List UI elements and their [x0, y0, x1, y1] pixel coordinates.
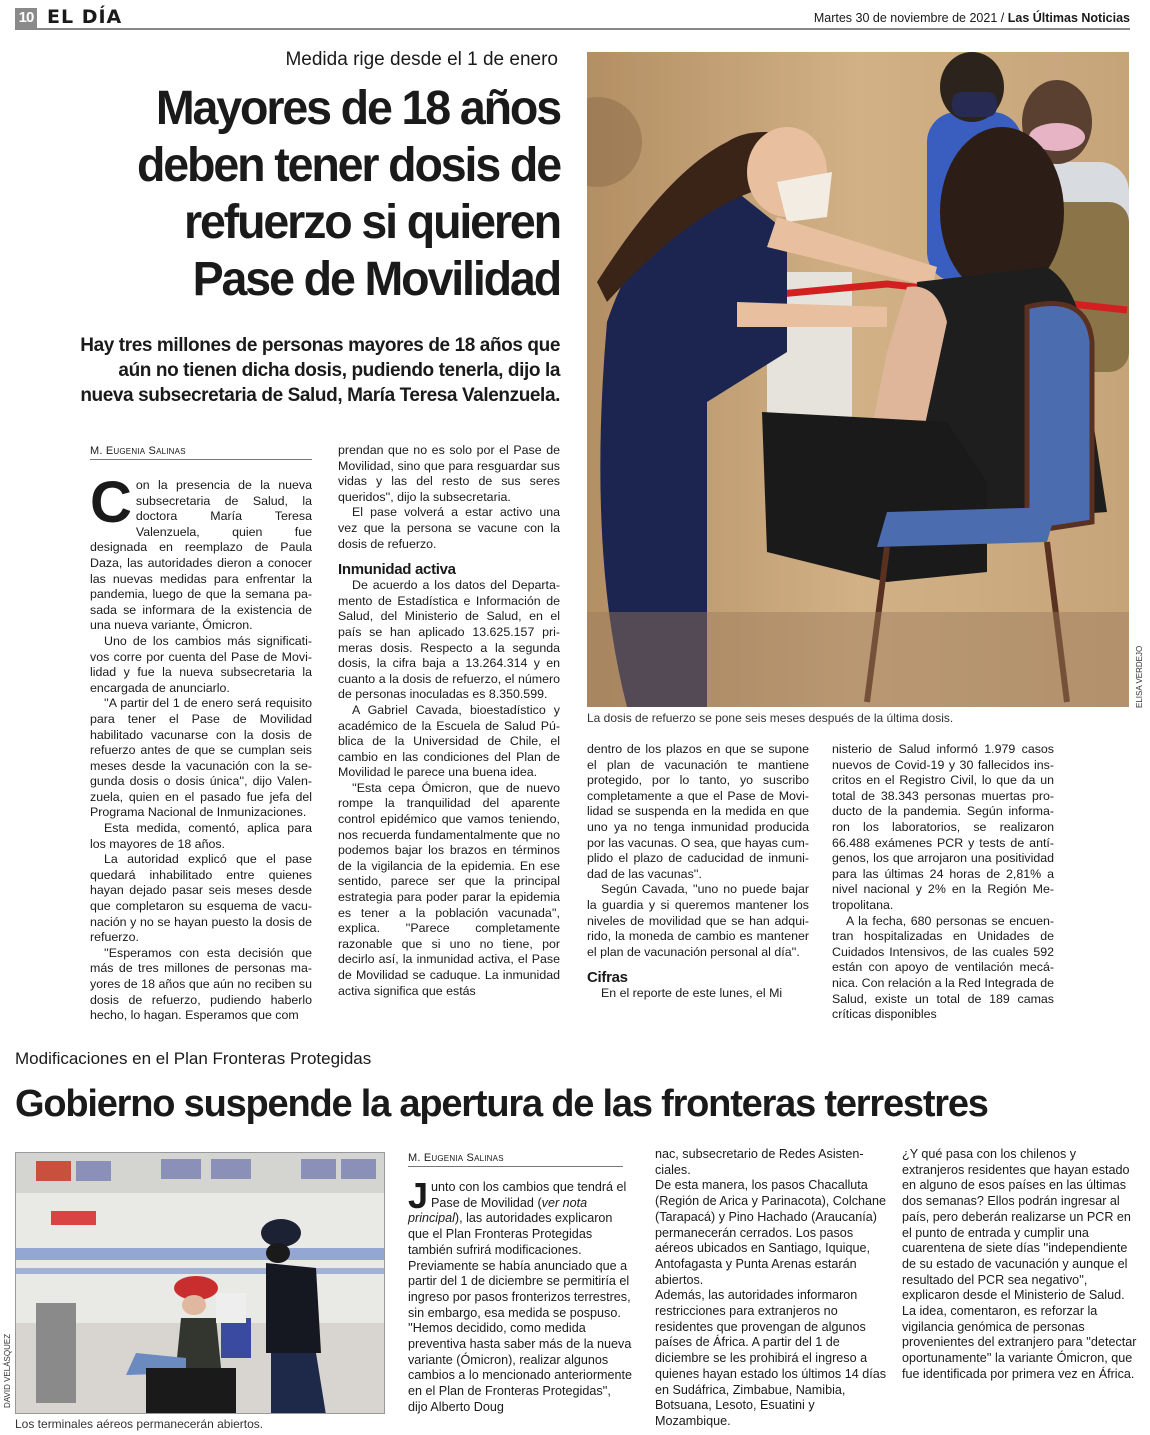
second-photo-caption: Los terminales aéreos permanecerán abiertos.	[15, 1417, 264, 1431]
paragraph: De esta manera, los pasos Chacalluta (Región de Arica y Parinacota), Colchane (Tarapacá) y Pino Hachado (Araucanía) permanecerán cerrados. Los pasos aéreos ubicados en Santiago, Iquique, Antofagasta y Punta Arenas estarán abiertos.	[655, 1178, 887, 1287]
paragraph: Previamente se había anunciado que a partir del 1 de diciembre se permitiría el ingreso por pasos fronterizos terrestres, sin embargo, esa medida se pospuso.	[408, 1258, 631, 1320]
paragraph: La autoridad explicó que el pase quedará inhabilitado entre quienes hayan dejado pasar seis meses desde que completaron su esquema de vacunación y no se hayan puesto la dosis de refuerzo.	[90, 852, 312, 945]
deck-line: Hay tres millones de personas mayores de 18 años que	[80, 335, 560, 356]
headline-line: Mayores de 18 años	[155, 82, 560, 135]
paragraph: En el reporte de este lunes, el Mi	[601, 986, 783, 1001]
second-column-1	[408, 1175, 633, 1416]
paragraph: De acuerdo a los datos del Departamento de Estadística e Información de Salud, del Ministerio de Salud, en el país se han aplicado 13.625.157 primeras dosis. Respecto a la segunda dosis, la cifra baja a 13.264.314 y en cuanto a la dosis de refuerzo, el número de personas inoculadas es 8.350.599.	[338, 578, 560, 702]
paragraph: La idea, comentaron, es reforzar la vigilancia genómica de personas provenientes del extranjero para ''detectar oportunamente'' la variante Ómicron, que fue identificada por primera vez en África.	[902, 1304, 1137, 1381]
paragraph: Según Cavada, ''uno no puede bajar la guardia y si queremos mantener los niveles de movilidad que se han adquirido, la moneda de cambio es mantener el plan de vacunación personal al día''.	[587, 882, 809, 959]
deck-line: nueva subsecretaria de Salud, María Teresa Valenzuela.	[80, 385, 560, 406]
paragraph: Además, las autoridades informaron restricciones para extranjeros no residentes que provengan de algunos países de África. A partir del 1 de diciembre se les prohibirá el ingreso a quienes hayan estado los últimos 14 días en Sudáfrica, Zimbabue, Namibia, Botsuana, Lesoto, Esuatini y Mozambique.	[655, 1288, 887, 1428]
main-photo-credit: ELISA VERDEJO	[1135, 645, 1144, 708]
paragraph: A la fecha, 680 personas se encuentran hospitalizadas en Unidades de Cuidados Intensivos, de las cuales 592 están con apoyo de ventilación mecánica. Con relación a la Red Integrada de Salud, existe un total de 189 camas críticas disponibles	[832, 913, 1054, 1022]
subhead: Cifras	[587, 969, 628, 987]
deck-line: aún no tienen dicha dosis, pudiendo tenerla, dijo la	[118, 360, 560, 381]
paragraph: ''Esta cepa Ómicron, que de nuevo rompe la tranquilidad del aparente control epidémico que vamos teniendo, nos recuerda fundamentalmente que no podemos bajar los brazos en términos de la vigilancia de la epidemia. En ese sentido, parece ser que la principal estrategia para poder parar la epidemia es tener a la población vacunada'', explica. ''Parece completamente razonable que si uno no tiene, por decirlo así, la inmunidad activa, el Pase de Movilidad se caduque. La inmunidad activa significa que estás	[338, 780, 560, 998]
paragraph: prendan que no es solo por el Pase de Movilidad, sino que para resguardar sus vidas y las del resto de sus seres queridos'', dijo la subsecretaria.	[338, 443, 560, 504]
paragraph: ''Esperamos con esta decisión que más de tres millones de personas mayores de 18 años que aún no reciben su dosis de refuerzo, pudiendo haberlo hecho, lo hagan. Esperamos que com	[90, 945, 312, 1023]
headline-line: Pase de Movilidad	[192, 253, 560, 306]
main-deck	[14, 333, 560, 408]
drop-cap: C	[90, 470, 132, 535]
main-column-2	[338, 443, 560, 999]
italic-reference: ver nota principal	[408, 1195, 588, 1226]
vaccination-photo	[587, 52, 1129, 707]
paragraph: ¿Y qué pasa con los chilenos y extranjeros residentes que hayan estado en alguno de esos países en las últimas dos semanas? Ellos podrán ingresar al país, pero deberán realizarse un PCR en el punto de entrada y cumplir una cuarentena de siete días ''independiente de su estado de vacunación y aunque el resultado del PCR sea negativo'', explicaron desde el Ministerio de Salud.	[902, 1147, 1131, 1303]
drop-cap: J	[408, 1175, 429, 1216]
paragraph: Esta medida, comentó, aplica para los mayores de 18 años.	[90, 821, 312, 851]
airport-photo	[15, 1152, 385, 1414]
main-photo-caption: La dosis de refuerzo se pone seis meses después de la última dosis.	[587, 711, 954, 725]
paragraph: El pase volverá a estar activo una vez que la persona se vacune con la dosis de refuerzo.	[338, 505, 560, 551]
page-number: 10	[15, 8, 37, 28]
second-column-3	[902, 1147, 1140, 1383]
newspaper-name: Las Últimas Noticias	[1007, 11, 1130, 25]
paragraph: dentro de los plazos en que se supone el plan de vacunación te mantiene protegido, por lo tanto, yo suscribo completamente a que el Pase de Movilidad se suspenda en la medida en que uno ya no tenga inmunidad producida por las vacunas. O sea, que hayas cumplido el plazo de caducidad de inmunidad de las vacunas''.	[587, 742, 809, 881]
second-photo-credit: DAVID VELÁSQUEZ	[3, 1333, 12, 1408]
headline-line: refuerzo si quieren	[183, 196, 561, 249]
main-headline	[46, 80, 560, 308]
paragraph-text: on la presencia de la nueva subsecretaria de Salud, la doctora María Teresa Valenzuela, quien fue designada en reemplazo de Paula Daza, las autoridades dieron a conocer las nuevas medidas para enfrentar la pandemia, luego de que la semana pasada se informara de la existencia de una nueva variante, Ómicron.	[90, 478, 312, 633]
dateline-separator: /	[1000, 11, 1005, 25]
paragraph	[90, 470, 312, 634]
vaccination-photo-illustration	[587, 52, 1129, 707]
main-byline: M. Eugenia Salinas	[90, 445, 312, 460]
paragraph-text: unto con los cambios que tendrá el Pase de Movilidad (	[431, 1180, 627, 1210]
second-column-2	[655, 1147, 887, 1430]
section-title: EL DÍA	[47, 6, 123, 28]
paragraph: nisterio de Salud informó 1.979 casos nuevos de Covid-19 y 30 fallecidos inscritos en el Registro Civil, lo que da un total de 38.343 personas muertas producto de la pandemia. Según informaron los laboratorios, se realizaron 66.488 exámenes PCR y tests de antígenos, los que arrojaron una positividad para las últimas 24 horas de 2,81% a nivel nacional y 2% en la Región Metropolitana.	[832, 742, 1054, 912]
second-byline: M. Eugenia Salinas	[408, 1152, 623, 1167]
dateline	[814, 11, 1130, 25]
second-kicker: Modificaciones en el Plan Fronteras Protegidas	[15, 1049, 372, 1068]
main-column-3	[587, 742, 809, 1002]
page-header	[15, 6, 1130, 30]
main-column-4	[832, 742, 1054, 1023]
subhead: Inmunidad activa	[338, 561, 456, 579]
paragraph: A Gabriel Cavada, bioestadístico y académico de la Escuela de Salud Pública de la Universidad de Chile, el cambio en las condiciones del Plan de Movilidad le parece una buena idea.	[338, 702, 560, 780]
main-column-1	[90, 470, 312, 1024]
paragraph-text: ), las autoridades explicaron que el Plan Fronteras Protegidas también sufrirá modificaciones.	[408, 1211, 613, 1257]
main-kicker: Medida rige desde el 1 de enero	[285, 49, 558, 70]
second-headline: Gobierno suspende la apertura de las fronteras terrestres	[15, 1083, 988, 1125]
headline-line: deben tener dosis de	[136, 139, 560, 192]
issue-date: Martes 30 de noviembre de 2021	[813, 11, 998, 25]
paragraph: ''A partir del 1 de enero será requisito para tener el Pase de Movilidad habilitado vacunarse con la dosis de refuerzo antes de que se cumplan seis meses desde la vacunación con la segunda dosis o dosis única'', dijo Valenzuela, quien en el pasado fue jefa del Programa Nacional de Inmunizaciones.	[90, 696, 312, 820]
paragraph: nac, subsecretario de Redes Asistenciales.	[655, 1147, 864, 1177]
paragraph	[408, 1175, 633, 1259]
paragraph: ''Hemos decidido, como medida preventiva hasta saber más de la nueva variante (Ómicron), realizar algunos cambios a lo mencionado anteriormente en el Plan de Fronteras Protegidas'', dijo Alberto Doug	[408, 1321, 633, 1414]
paragraph: Uno de los cambios más significativos corre por cuenta del Pase de Movilidad y fue la nueva subsecretaria la encargada de anunciarlo.	[90, 633, 312, 695]
airport-photo-illustration	[16, 1153, 385, 1414]
